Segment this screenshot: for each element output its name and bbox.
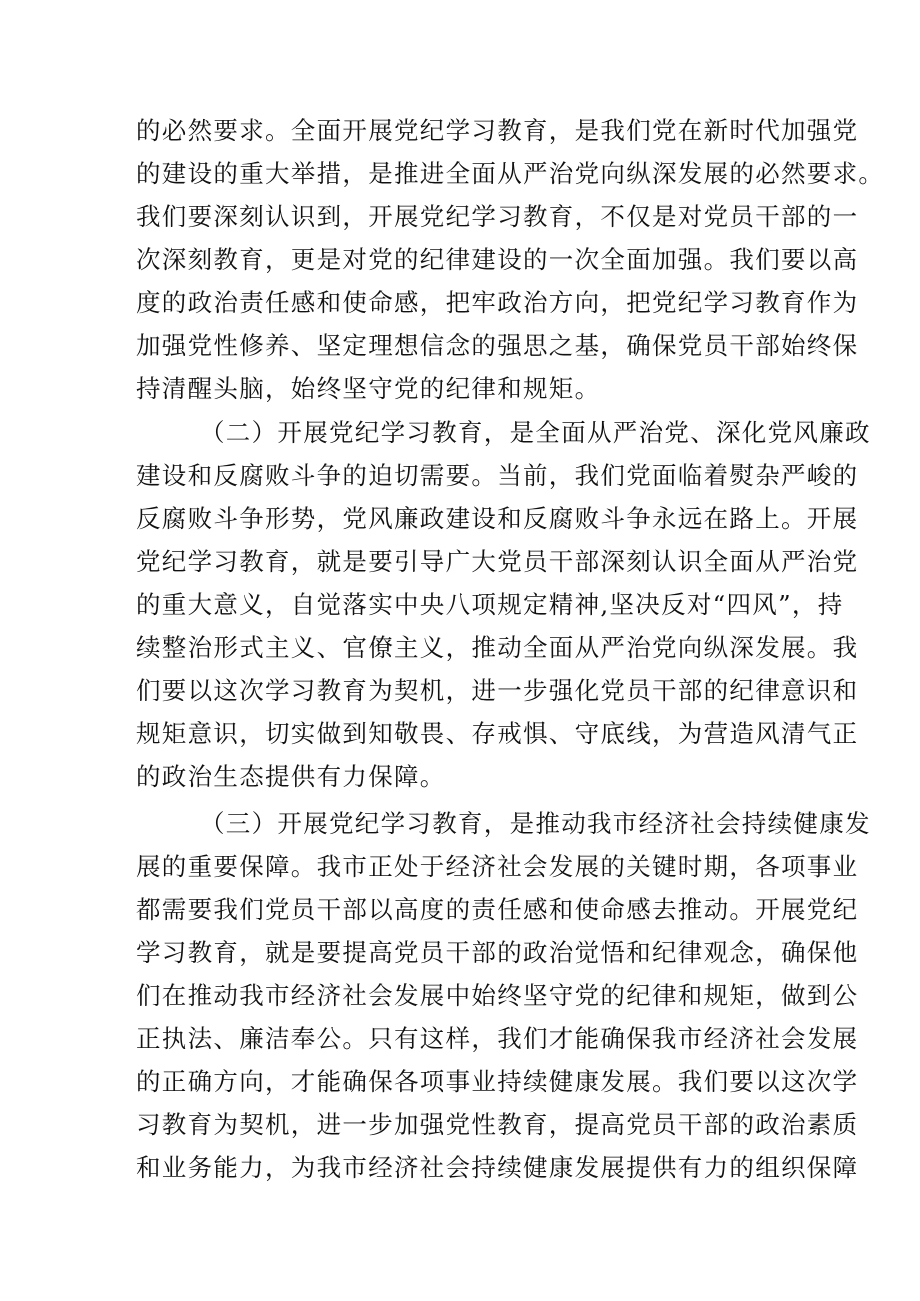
text-line: 续整治形式主义、官僚主义，推动全面从严治党向纵深发展。我 <box>136 633 859 662</box>
text-line: 度的政治责任感和使命感，把牢政治方向，把党纪学习教育作为 <box>136 288 859 317</box>
text-line: 习教育为契机，进一步加强党性教育，提高党员干部的政治素质 <box>136 1110 859 1139</box>
text-line: 学习教育，就是要提高党员干部的政治觉悟和纪律观念，确保他 <box>136 938 859 967</box>
text-line: 反腐败斗争形势，党风廉政建设和反腐败斗争永远在路上。开展 <box>136 504 859 533</box>
text-line: 都需要我们党员干部以高度的责任感和使命感去推动。开展党纪 <box>136 895 859 924</box>
text-line: 正执法、廉洁奉公。只有这样，我们才能确保我市经济社会发展 <box>136 1024 859 1053</box>
text-line: 建设和反腐败斗争的迫切需要。当前，我们党面临着熨杂严峻的 <box>136 461 859 490</box>
text-line: 们在推动我市经济社会发展中始终坚守党的纪律和规矩，做到公 <box>136 981 859 1010</box>
text-line: 次深刻教育，更是对党的纪律建设的一次全面加强。我们要以高 <box>136 245 859 274</box>
text-line: 的建设的重大举措，是推进全面从严治党向纵深发展的必然要求。 <box>136 159 885 188</box>
section-heading-2: （二）开展党纪学习教育，是全面从严治党、深化党风廉政 <box>200 418 871 447</box>
text-line: 规矩意识，切实做到知敬畏、存戒惧、守底线，为营造风清气正 <box>136 719 859 748</box>
text-line: 的必然要求。全面开展党纪学习教育，是我们党在新时代加强党 <box>136 116 859 145</box>
text-line: 的政治生态提供有力保障。 <box>136 762 446 791</box>
text-line: 和业务能力，为我市经济社会持续健康发展提供有力的组织保障 <box>136 1153 859 1182</box>
text-line: 持清醒头脑，始终坚守党的纪律和规矩。 <box>136 374 601 403</box>
text-line: 的正确方向，才能确保各项事业持续健康发展。我们要以这次学 <box>136 1067 859 1096</box>
text-line: 展的重要保障。我市正处于经济社会发展的关键时期，各项事业 <box>136 852 859 881</box>
text-line: 党纪学习教育，就是要引导广大党员干部深刻认识全面从严治党 <box>136 547 859 576</box>
text-line: 的重大意义，自觉落实中央八项规定精神,坚决反对“四风”，持 <box>136 590 844 619</box>
section-heading-3: （三）开展党纪学习教育，是推动我市经济社会持续健康发 <box>200 809 871 838</box>
text-line: 加强党性修养、坚定理想信念的强思之基，确保党员干部始终保 <box>136 331 859 360</box>
text-line: 们要以这次学习教育为契机，进一步强化党员干部的纪律意识和 <box>136 676 859 705</box>
text-line: 我们要深刻认识到，开展党纪学习教育，不仅是对党员干部的一 <box>136 202 859 231</box>
